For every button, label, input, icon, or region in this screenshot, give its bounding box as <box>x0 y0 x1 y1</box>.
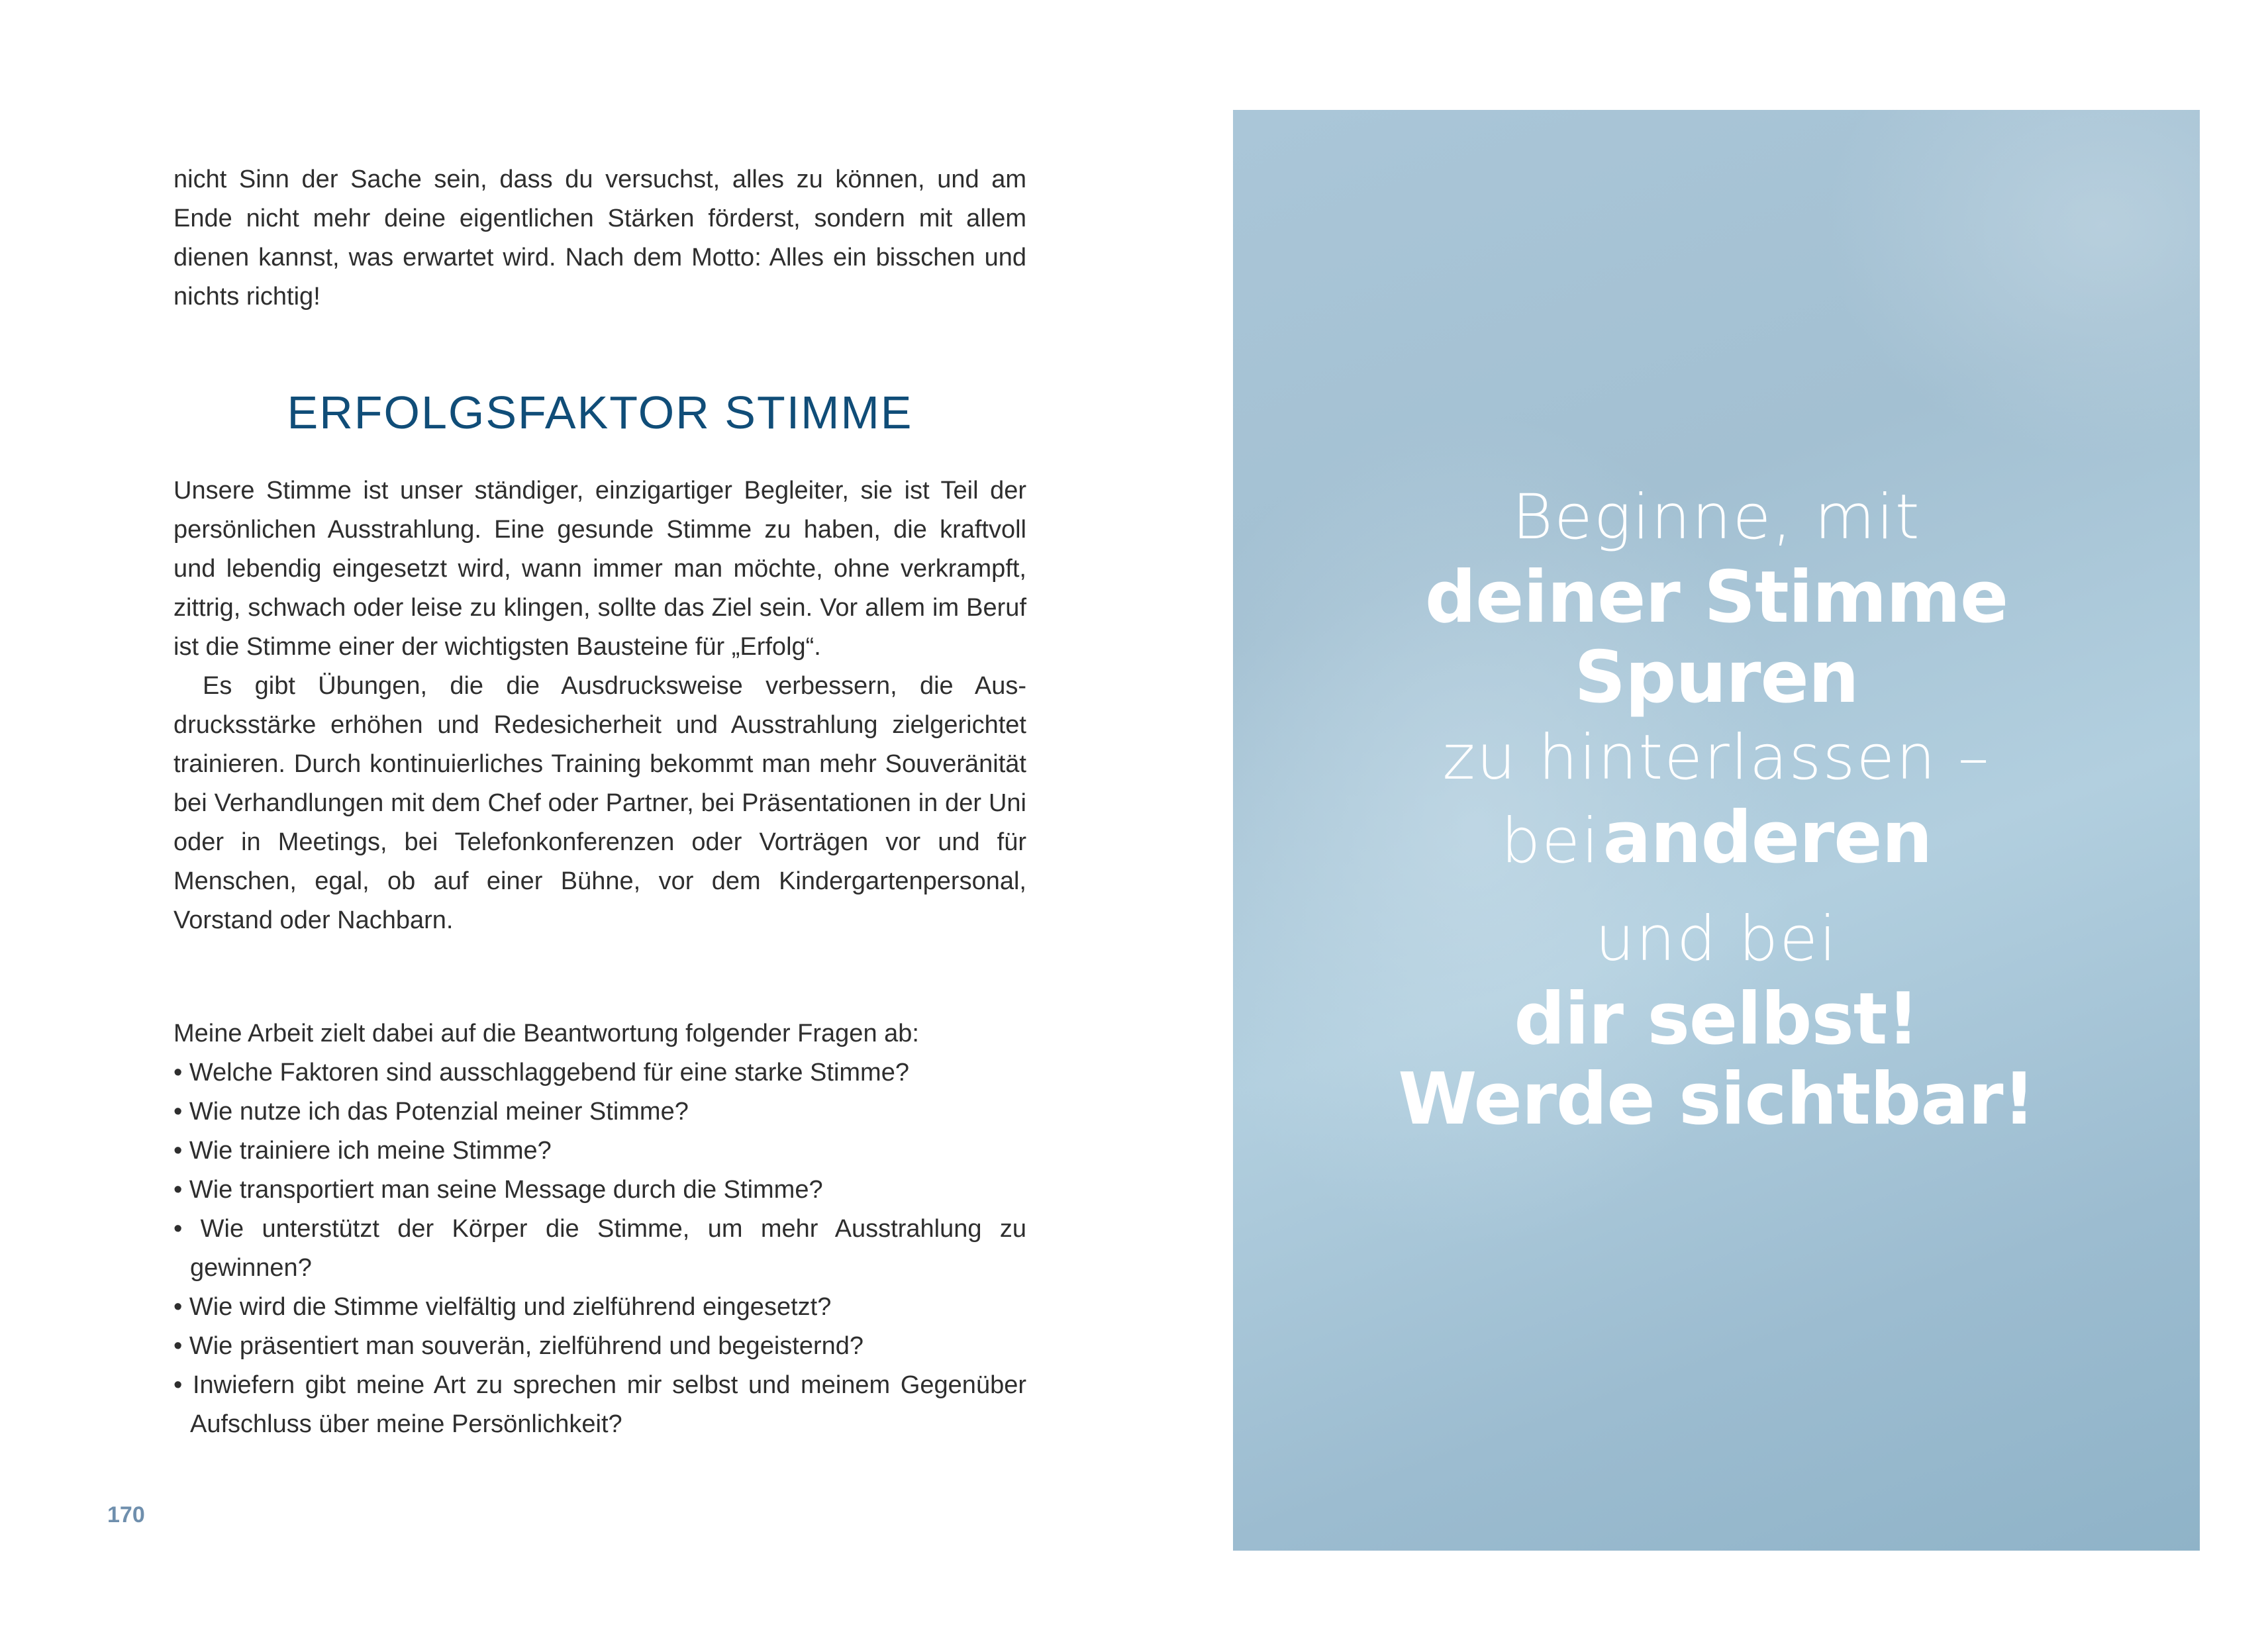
main-text-block <box>173 471 1026 940</box>
question-item: • Welche Faktoren sind ausschlaggebend für eine starke Stimme? <box>173 1059 909 1087</box>
quote-line-1: Beginne, mit <box>1512 481 1921 554</box>
section-heading: ERFOLGSFAKTOR STIMME <box>287 387 913 438</box>
question-item: • Wie transportiert man seine Message durch die Stimme? <box>173 1176 823 1204</box>
question-item: • Wie unterstützt der Körper die Stimme, um mehr Ausstrahlung zu gewinnen? <box>173 1215 1026 1282</box>
paragraph-2: Es gibt Übungen, die die Ausdrucksweise verbessern, die Ausdrucksstärke erhöhen und Redesicherheit und Ausstrahlung zielgerichtet trainieren. Durch kontinuierliches Training bekommt man mehr Souveränität bei Verhandlungen mit dem Chef oder Partner, bei Präsentationen in der Uni oder in Meetings, bei Telefonkonferenzen oder Vorträgen vor und für Menschen, egal, ob auf einer Bühne, vor dem Kindergartenpersonal, Vorstand oder Nachbarn. <box>173 672 1026 934</box>
quote-panel <box>1233 110 2200 1551</box>
questions-block <box>173 1014 1026 1444</box>
question-item: • Wie präsentiert man souverän, zielführend und begeisternd? <box>173 1332 864 1360</box>
quote-line-3: Spuren <box>1574 636 1859 719</box>
paragraph-1: Unsere Stimme ist unser ständiger, einzigartiger Begleiter, sie ist Teil der persönlichen Ausstrahlung. Eine gesunde Stimme zu haben, die kraftvoll und lebendig eingesetzt wird, wann immer man möchte, ohne verkrampft, zittrig, schwach oder leise zu klingen, sollte das Ziel sein. Vor allem im Beruf ist die Stimme einer der wichtigsten Bausteine für „Erfolg“. <box>173 477 1026 661</box>
quote-line-5-bold: anderen <box>1602 797 1932 879</box>
question-item: • Inwiefern gibt meine Art zu sprechen mir selbst und meinem Gegenüber Aufschluss über meine Persönlichkeit? <box>173 1371 1026 1438</box>
intro-paragraph: nicht Sinn der Sache sein, dass du versuchst, alles zu können, und am Ende nicht mehr deine eigentlichen Stärken förderst, sondern mit allem dienen kannst, was erwartet wird. Nach dem Motto: Alles ein bisschen und nichts richtig! <box>173 166 1026 311</box>
questions-list <box>173 1053 1026 1444</box>
question-item: • Wie trainiere ich meine Stimme? <box>173 1137 552 1165</box>
questions-intro: Meine Arbeit zielt dabei auf die Beantwortung folgender Fragen ab: <box>173 1020 919 1047</box>
quote-line-7: dir selbst! <box>1514 978 1919 1061</box>
quote-line-5-light: bei <box>1501 805 1601 877</box>
question-item: • Wie wird die Stimme vielfältig und zielführend eingesetzt? <box>173 1293 832 1321</box>
quote-line-8: Werde sichtbar! <box>1398 1058 2035 1141</box>
quote-line-5 <box>1233 798 2200 899</box>
quote-line-2: deiner Stimme <box>1424 556 2008 639</box>
question-item: • Wie nutze ich das Potenzial meiner Stimme? <box>173 1098 689 1126</box>
quote-text <box>1233 477 2200 1139</box>
intro-paragraph-block <box>173 160 1026 316</box>
quote-line-4: zu hinterlassen – <box>1442 722 1991 794</box>
quote-line-6: und bei <box>1595 903 1838 975</box>
page-number: 170 <box>107 1502 145 1527</box>
